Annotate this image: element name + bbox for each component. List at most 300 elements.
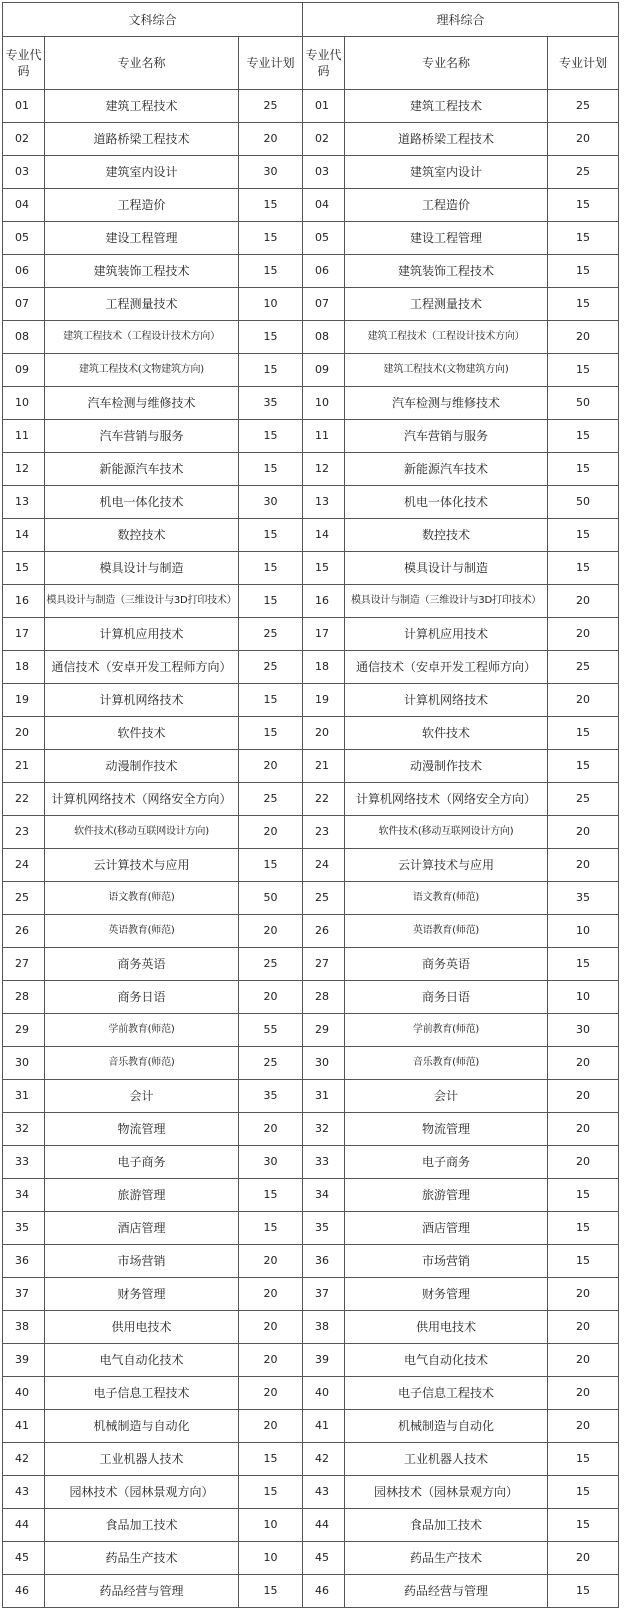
science-plan-cell: 20 [548,618,619,651]
liberal-code-cell: 15 [3,552,45,585]
liberal-plan-cell: 20 [239,1278,303,1311]
liberal-code-cell: 44 [3,1509,45,1542]
science-name-cell: 通信技术（安卓开发工程师方向） [345,651,548,684]
science-plan-cell: 35 [548,882,619,915]
liberal-plan-cell: 25 [239,783,303,816]
liberal-name-cell: 计算机网络技术 [45,684,239,717]
liberal-name-cell: 工业机器人技术 [45,1443,239,1476]
liberal-plan-cell: 15 [239,354,303,387]
science-plan-cell: 20 [548,816,619,849]
liberal-code-cell: 06 [3,255,45,288]
science-name-cell: 模具设计与制造（三维设计与3D打印技术） [345,585,548,618]
liberal-name-cell: 电气自动化技术 [45,1344,239,1377]
liberal-code-cell: 14 [3,519,45,552]
liberal-name-cell: 药品经营与管理 [45,1575,239,1608]
science-code-cell: 06 [303,255,345,288]
liberal-name-cell: 商务英语 [45,948,239,981]
liberal-code-cell: 05 [3,222,45,255]
science-code-cell: 37 [303,1278,345,1311]
science-name-cell: 机械制造与自动化 [345,1410,548,1443]
liberal-name-cell: 物流管理 [45,1113,239,1146]
liberal-plan-cell: 20 [239,981,303,1014]
liberal-name-cell: 机电一体化技术 [45,486,239,519]
science-code-cell: 05 [303,222,345,255]
table-row [3,1410,619,1443]
liberal-name-cell: 语文教育(师范) [45,882,239,915]
liberal-code-cell: 01 [3,90,45,123]
science-plan-cell: 15 [548,519,619,552]
table-row [3,90,619,123]
science-plan-cell: 15 [548,420,619,453]
science-plan-cell: 10 [548,981,619,1014]
science-name-cell: 软件技术(移动互联网设计方向) [345,816,548,849]
science-plan-cell: 25 [548,651,619,684]
liberal-name-cell: 供用电技术 [45,1311,239,1344]
liberal-name-cell: 电子商务 [45,1146,239,1179]
enrollment-plan-table [2,2,619,1608]
liberal-plan-cell: 20 [239,1344,303,1377]
liberal-plan-cell: 15 [239,849,303,882]
liberal-plan-cell: 15 [239,717,303,750]
liberal-code-cell: 34 [3,1179,45,1212]
science-group-header: 理科综合 [303,3,619,37]
science-plan-header: 专业计划 [548,37,619,90]
science-name-cell: 计算机网络技术 [345,684,548,717]
science-code-cell: 24 [303,849,345,882]
column-header-row [3,37,619,90]
science-name-cell: 数控技术 [345,519,548,552]
science-code-cell: 46 [303,1575,345,1608]
liberal-plan-cell: 15 [239,255,303,288]
liberal-code-cell: 16 [3,585,45,618]
table-row [3,1344,619,1377]
table-row [3,1047,619,1080]
liberal-plan-cell: 25 [239,948,303,981]
liberal-code-cell: 11 [3,420,45,453]
science-name-cell: 药品生产技术 [345,1542,548,1575]
science-name-cell: 药品经营与管理 [345,1575,548,1608]
liberal-name-cell: 软件技术(移动互联网设计方向) [45,816,239,849]
science-plan-cell: 50 [548,486,619,519]
table-row [3,1113,619,1146]
liberal-code-cell: 04 [3,189,45,222]
science-name-cell: 工业机器人技术 [345,1443,548,1476]
liberal-code-cell: 08 [3,321,45,354]
science-plan-cell: 15 [548,1575,619,1608]
science-plan-cell: 20 [548,1146,619,1179]
liberal-plan-cell: 15 [239,453,303,486]
science-plan-cell: 20 [548,1410,619,1443]
science-code-cell: 28 [303,981,345,1014]
table-row [3,1179,619,1212]
liberal-name-cell: 机械制造与自动化 [45,1410,239,1443]
table-row [3,486,619,519]
liberal-name-cell: 云计算技术与应用 [45,849,239,882]
science-name-cell: 道路桥梁工程技术 [345,123,548,156]
science-name-cell: 供用电技术 [345,1311,548,1344]
liberal-code-cell: 24 [3,849,45,882]
liberal-name-cell: 软件技术 [45,717,239,750]
liberal-code-cell: 39 [3,1344,45,1377]
liberal-plan-cell: 10 [239,1509,303,1542]
table-row [3,123,619,156]
liberal-code-cell: 31 [3,1080,45,1113]
science-code-cell: 39 [303,1344,345,1377]
table-row [3,519,619,552]
liberal-plan-cell: 15 [239,321,303,354]
liberal-code-cell: 17 [3,618,45,651]
liberal-name-cell: 学前教育(师范) [45,1014,239,1047]
science-code-cell: 29 [303,1014,345,1047]
science-name-cell: 建筑工程技术 [345,90,548,123]
liberal-plan-cell: 15 [239,684,303,717]
liberal-name-cell: 动漫制作技术 [45,750,239,783]
science-plan-cell: 20 [548,1542,619,1575]
science-plan-cell: 15 [548,1443,619,1476]
table-row [3,1509,619,1542]
table-row [3,717,619,750]
science-name-cell: 电子商务 [345,1146,548,1179]
science-name-cell: 机电一体化技术 [345,486,548,519]
liberal-plan-cell: 25 [239,651,303,684]
table-row [3,1311,619,1344]
science-name-cell: 计算机应用技术 [345,618,548,651]
liberal-plan-cell: 25 [239,90,303,123]
science-code-cell: 30 [303,1047,345,1080]
liberal-plan-cell: 30 [239,1146,303,1179]
table-row [3,816,619,849]
science-plan-cell: 25 [548,90,619,123]
liberal-plan-cell: 15 [239,1443,303,1476]
liberal-plan-cell: 15 [239,1575,303,1608]
science-name-cell: 食品加工技术 [345,1509,548,1542]
liberal-code-cell: 18 [3,651,45,684]
science-name-cell: 英语教育(师范) [345,915,548,948]
science-plan-cell: 15 [548,222,619,255]
table-row [3,453,619,486]
table-row [3,420,619,453]
science-code-cell: 41 [303,1410,345,1443]
science-plan-cell: 20 [548,321,619,354]
science-code-cell: 02 [303,123,345,156]
science-code-cell: 26 [303,915,345,948]
liberal-plan-cell: 25 [239,618,303,651]
liberal-name-cell: 音乐教育(师范) [45,1047,239,1080]
table-row [3,1575,619,1608]
science-name-cell: 园林技术（园林景观方向） [345,1476,548,1509]
table-row [3,255,619,288]
liberal-name-cell: 食品加工技术 [45,1509,239,1542]
science-plan-cell: 15 [548,354,619,387]
liberal-code-cell: 07 [3,288,45,321]
liberal-plan-cell: 15 [239,420,303,453]
science-code-cell: 11 [303,420,345,453]
liberal-name-cell: 财务管理 [45,1278,239,1311]
liberal-name-cell: 会计 [45,1080,239,1113]
liberal-name-cell: 道路桥梁工程技术 [45,123,239,156]
science-code-cell: 19 [303,684,345,717]
liberal-name-cell: 商务日语 [45,981,239,1014]
liberal-plan-cell: 20 [239,915,303,948]
liberal-code-cell: 21 [3,750,45,783]
liberal-plan-cell: 20 [239,750,303,783]
science-name-cell: 语文教育(师范) [345,882,548,915]
science-plan-cell: 15 [548,717,619,750]
science-plan-cell: 20 [548,1377,619,1410]
science-code-cell: 04 [303,189,345,222]
liberal-arts-group-header: 文科综合 [3,3,303,37]
liberal-plan-cell: 35 [239,387,303,420]
table-row [3,288,619,321]
science-code-cell: 38 [303,1311,345,1344]
liberal-name-cell: 电子信息工程技术 [45,1377,239,1410]
liberal-name-cell: 建筑室内设计 [45,156,239,189]
liberal-name-cell: 汽车检测与维修技术 [45,387,239,420]
science-name-cell: 音乐教育(师范) [345,1047,548,1080]
science-plan-cell: 20 [548,849,619,882]
science-code-cell: 31 [303,1080,345,1113]
science-name-cell: 酒店管理 [345,1212,548,1245]
liberal-code-cell: 27 [3,948,45,981]
liberal-name-cell: 建筑工程技术 [45,90,239,123]
science-plan-cell: 20 [548,1344,619,1377]
liberal-name-cell: 通信技术（安卓开发工程师方向） [45,651,239,684]
table-row [3,1014,619,1047]
science-code-cell: 08 [303,321,345,354]
liberal-plan-cell: 55 [239,1014,303,1047]
science-plan-cell: 15 [548,1509,619,1542]
liberal-name-cell: 药品生产技术 [45,1542,239,1575]
liberal-plan-cell: 15 [239,585,303,618]
liberal-name-cell: 数控技术 [45,519,239,552]
liberal-code-cell: 28 [3,981,45,1014]
science-code-cell: 17 [303,618,345,651]
liberal-code-cell: 12 [3,453,45,486]
science-code-cell: 35 [303,1212,345,1245]
liberal-code-cell: 26 [3,915,45,948]
liberal-code-cell: 19 [3,684,45,717]
science-plan-cell: 15 [548,1245,619,1278]
liberal-code-cell: 13 [3,486,45,519]
liberal-plan-cell: 20 [239,816,303,849]
science-code-cell: 33 [303,1146,345,1179]
liberal-name-cell: 园林技术（园林景观方向） [45,1476,239,1509]
liberal-code-cell: 20 [3,717,45,750]
liberal-plan-cell: 20 [239,1113,303,1146]
liberal-name-cell: 市场营销 [45,1245,239,1278]
liberal-code-cell: 03 [3,156,45,189]
science-plan-cell: 15 [548,453,619,486]
liberal-code-cell: 32 [3,1113,45,1146]
science-plan-cell: 20 [548,1080,619,1113]
liberal-name-cell: 模具设计与制造 [45,552,239,585]
liberal-plan-cell: 15 [239,189,303,222]
science-name-header: 专业名称 [345,37,548,90]
table-row [3,684,619,717]
table-row [3,1146,619,1179]
science-code-cell: 13 [303,486,345,519]
science-code-cell: 01 [303,90,345,123]
table-row [3,1212,619,1245]
table-row [3,552,619,585]
science-name-cell: 建筑工程技术（工程设计技术方向） [345,321,548,354]
liberal-code-cell: 42 [3,1443,45,1476]
science-plan-cell: 15 [548,948,619,981]
science-name-cell: 云计算技术与应用 [345,849,548,882]
liberal-plan-header: 专业计划 [239,37,303,90]
science-code-cell: 25 [303,882,345,915]
science-plan-cell: 25 [548,783,619,816]
liberal-plan-cell: 50 [239,882,303,915]
science-code-cell: 03 [303,156,345,189]
science-plan-cell: 20 [548,1047,619,1080]
science-code-cell: 22 [303,783,345,816]
group-header-row [3,3,619,37]
liberal-code-cell: 22 [3,783,45,816]
liberal-plan-cell: 20 [239,123,303,156]
science-plan-cell: 15 [548,552,619,585]
science-code-cell: 36 [303,1245,345,1278]
science-code-cell: 42 [303,1443,345,1476]
liberal-name-cell: 模具设计与制造（三维设计与3D打印技术） [45,585,239,618]
table-row [3,354,619,387]
science-code-cell: 32 [303,1113,345,1146]
liberal-plan-cell: 25 [239,1047,303,1080]
science-code-cell: 07 [303,288,345,321]
table-row [3,618,619,651]
science-name-cell: 电子信息工程技术 [345,1377,548,1410]
liberal-name-cell: 建筑装饰工程技术 [45,255,239,288]
science-code-cell: 09 [303,354,345,387]
science-plan-cell: 30 [548,1014,619,1047]
science-plan-cell: 20 [548,585,619,618]
liberal-code-cell: 33 [3,1146,45,1179]
science-name-cell: 学前教育(师范) [345,1014,548,1047]
science-name-cell: 建筑室内设计 [345,156,548,189]
table-row [3,750,619,783]
science-code-cell: 10 [303,387,345,420]
science-name-cell: 工程测量技术 [345,288,548,321]
science-code-cell: 40 [303,1377,345,1410]
science-code-cell: 14 [303,519,345,552]
science-name-cell: 计算机网络技术（网络安全方向） [345,783,548,816]
liberal-code-cell: 38 [3,1311,45,1344]
liberal-code-cell: 09 [3,354,45,387]
table-row [3,585,619,618]
liberal-name-cell: 工程测量技术 [45,288,239,321]
liberal-plan-cell: 35 [239,1080,303,1113]
science-name-cell: 模具设计与制造 [345,552,548,585]
liberal-plan-cell: 15 [239,1179,303,1212]
science-name-cell: 会计 [345,1080,548,1113]
science-code-cell: 44 [303,1509,345,1542]
table-row [3,783,619,816]
table-row [3,1080,619,1113]
science-plan-cell: 15 [548,288,619,321]
table-row [3,387,619,420]
table-row [3,651,619,684]
science-plan-cell: 20 [548,1278,619,1311]
table-row [3,981,619,1014]
table-row [3,1245,619,1278]
science-name-cell: 建筑工程技术(文物建筑方向) [345,354,548,387]
table-row [3,1377,619,1410]
science-code-cell: 21 [303,750,345,783]
liberal-name-cell: 新能源汽车技术 [45,453,239,486]
table-row [3,1443,619,1476]
liberal-code-cell: 43 [3,1476,45,1509]
science-name-cell: 建筑装饰工程技术 [345,255,548,288]
liberal-name-header: 专业名称 [45,37,239,90]
liberal-name-cell: 计算机网络技术（网络安全方向） [45,783,239,816]
liberal-plan-cell: 10 [239,288,303,321]
science-code-header: 专业代码 [303,37,345,90]
liberal-name-cell: 建筑工程技术(文物建筑方向) [45,354,239,387]
liberal-code-cell: 41 [3,1410,45,1443]
liberal-plan-cell: 20 [239,1311,303,1344]
liberal-code-cell: 23 [3,816,45,849]
science-name-cell: 市场营销 [345,1245,548,1278]
liberal-plan-cell: 15 [239,1476,303,1509]
science-plan-cell: 20 [548,684,619,717]
science-name-cell: 商务日语 [345,981,548,1014]
liberal-code-cell: 45 [3,1542,45,1575]
table-row [3,156,619,189]
liberal-code-cell: 46 [3,1575,45,1608]
liberal-code-cell: 40 [3,1377,45,1410]
science-plan-cell: 10 [548,915,619,948]
science-code-cell: 45 [303,1542,345,1575]
table-row [3,1278,619,1311]
table-row [3,222,619,255]
science-plan-cell: 15 [548,750,619,783]
science-name-cell: 电气自动化技术 [345,1344,548,1377]
science-code-cell: 15 [303,552,345,585]
liberal-plan-cell: 10 [239,1542,303,1575]
liberal-code-cell: 25 [3,882,45,915]
table-row [3,882,619,915]
science-plan-cell: 20 [548,1113,619,1146]
liberal-name-cell: 酒店管理 [45,1212,239,1245]
science-name-cell: 新能源汽车技术 [345,453,548,486]
liberal-code-cell: 10 [3,387,45,420]
liberal-name-cell: 计算机应用技术 [45,618,239,651]
science-name-cell: 旅游管理 [345,1179,548,1212]
science-plan-cell: 15 [548,255,619,288]
science-code-cell: 43 [303,1476,345,1509]
liberal-code-header: 专业代码 [3,37,45,90]
science-name-cell: 汽车检测与维修技术 [345,387,548,420]
liberal-name-cell: 旅游管理 [45,1179,239,1212]
table-row [3,849,619,882]
table-row [3,915,619,948]
science-plan-cell: 25 [548,156,619,189]
liberal-plan-cell: 20 [239,1377,303,1410]
table-row [3,321,619,354]
liberal-name-cell: 汽车营销与服务 [45,420,239,453]
science-plan-cell: 20 [548,123,619,156]
science-name-cell: 动漫制作技术 [345,750,548,783]
liberal-plan-cell: 15 [239,519,303,552]
table-row [3,948,619,981]
science-plan-cell: 20 [548,1311,619,1344]
science-code-cell: 16 [303,585,345,618]
table-row [3,1476,619,1509]
science-name-cell: 物流管理 [345,1113,548,1146]
science-name-cell: 汽车营销与服务 [345,420,548,453]
liberal-code-cell: 29 [3,1014,45,1047]
science-code-cell: 18 [303,651,345,684]
